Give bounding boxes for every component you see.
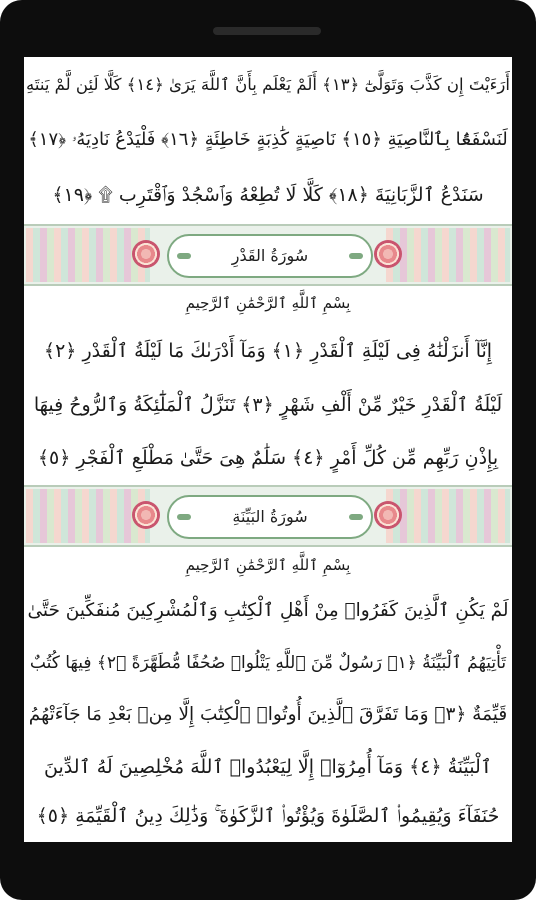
- verse-line: سَنَدْعُ ٱلزَّبَانِيَةَ ﴿١٨﴾ كَلَّا لَا تُطِعْهُ وَٱسْجُدْ وَٱقْتَرِب ۩ ﴿١٩﴾: [52, 184, 484, 206]
- speaker-grille: [213, 27, 321, 35]
- verse-line: لَيْلَةُ ٱلْقَدْرِ خَيْرٌ مِّنْ أَلْفِ شَهْرٍ ﴿٣﴾ تَنَزَّلُ ٱلْمَلَٰٓئِكَةُ وَٱلرُّوحُ فِيهَا: [33, 394, 503, 416]
- surah-title-frame: [167, 234, 373, 278]
- rosette-icon: [132, 240, 160, 268]
- surah-title: سُورَةُ القَدْرِ: [231, 246, 309, 265]
- verse-line: بِإِذْنِ رَبِّهِم مِّن كُلِّ أَمْرٍ ﴿٤﴾ سَلَٰمٌ هِىَ حَتَّىٰ مَطْلَعِ ٱلْفَجْرِ ﴿٥﴾: [37, 447, 499, 469]
- verse-line: حُنَفَآءَ وَيُقِيمُوا۟ ٱلصَّلَوٰةَ وَيُؤْتُوا۟ ٱلزَّكَوٰةَ ۚ وَذَٰلِكَ دِينُ ٱلْقَيِّمَةِ ﴿٥﴾: [36, 805, 500, 827]
- surah-header-bayyinah: [24, 485, 512, 547]
- verse-line: ٱلْبَيِّنَةُ ﴿٤﴾ وَمَآ أُمِرُوٓا۟ إِلَّا لِيَعْبُدُوا۟ ٱللَّهَ مُخْلِصِينَ لَهُ ٱلدِّينَ: [44, 756, 492, 778]
- surah-title: سُورَةُ البَيِّنَةِ: [232, 507, 308, 526]
- quran-page[interactable]: [24, 57, 512, 842]
- verse-line: أَرَءَيْتَ إِن كَذَّبَ وَتَوَلَّىٰٓ ﴿١٣﴾ أَلَمْ يَعْلَم بِأَنَّ ٱللَّهَ يَرَىٰ ﴿١٤﴾ كَلَّا لَئِن لَّمْ يَنتَهِ: [26, 75, 510, 94]
- ornament-band: [386, 228, 510, 282]
- verse-line: إِنَّآ أَنزَلْنَٰهُ فِى لَيْلَةِ ٱلْقَدْرِ ﴿١﴾ وَمَآ أَدْرَىٰكَ مَا لَيْلَةُ ٱلْقَدْرِ ﴿٢﴾: [43, 340, 493, 362]
- surah-header-qadr: [24, 224, 512, 286]
- verse-line: قَيِّمَةٌ ﴿٣﴾ وَمَا تَفَرَّقَ ٱلَّذِينَ أُوتُوا۟ ٱلْكِتَٰبَ إِلَّا مِنۢ بَعْدِ مَا جَآءَتْهُمُ: [28, 704, 508, 725]
- verse-line: لَنَسْفَعًۢا بِٱلنَّاصِيَةِ ﴿١٥﴾ نَاصِيَةٍ كَٰذِبَةٍ خَاطِئَةٍ ﴿١٦﴾ فَلْيَدْعُ نَادِيَهُۥ ﴿١٧﴾: [28, 129, 508, 150]
- ornament-band: [386, 489, 510, 543]
- rosette-icon: [374, 240, 402, 268]
- basmala: بِسْمِ ٱللَّهِ ٱلرَّحْمَٰنِ ٱلرَّحِيمِ: [185, 556, 351, 574]
- rosette-icon: [132, 501, 160, 529]
- surah-title-frame: [167, 495, 373, 539]
- rosette-icon: [374, 501, 402, 529]
- basmala: بِسْمِ ٱللَّهِ ٱلرَّحْمَٰنِ ٱلرَّحِيمِ: [185, 294, 351, 312]
- verse-line: تَأْتِيَهُمُ ٱلْبَيِّنَةُ ﴿١﴾ رَسُولٌ مِّنَ ٱللَّهِ يَتْلُوا۟ صُحُفًا مُّطَهَّرَةً ﴿٢﴾ فِيهَا كُتُبٌ: [29, 653, 507, 673]
- verse-line: لَمْ يَكُنِ ٱلَّذِينَ كَفَرُوا۟ مِنْ أَهْلِ ٱلْكِتَٰبِ وَٱلْمُشْرِكِينَ مُنفَكِّينَ حَتَّىٰ: [27, 600, 509, 621]
